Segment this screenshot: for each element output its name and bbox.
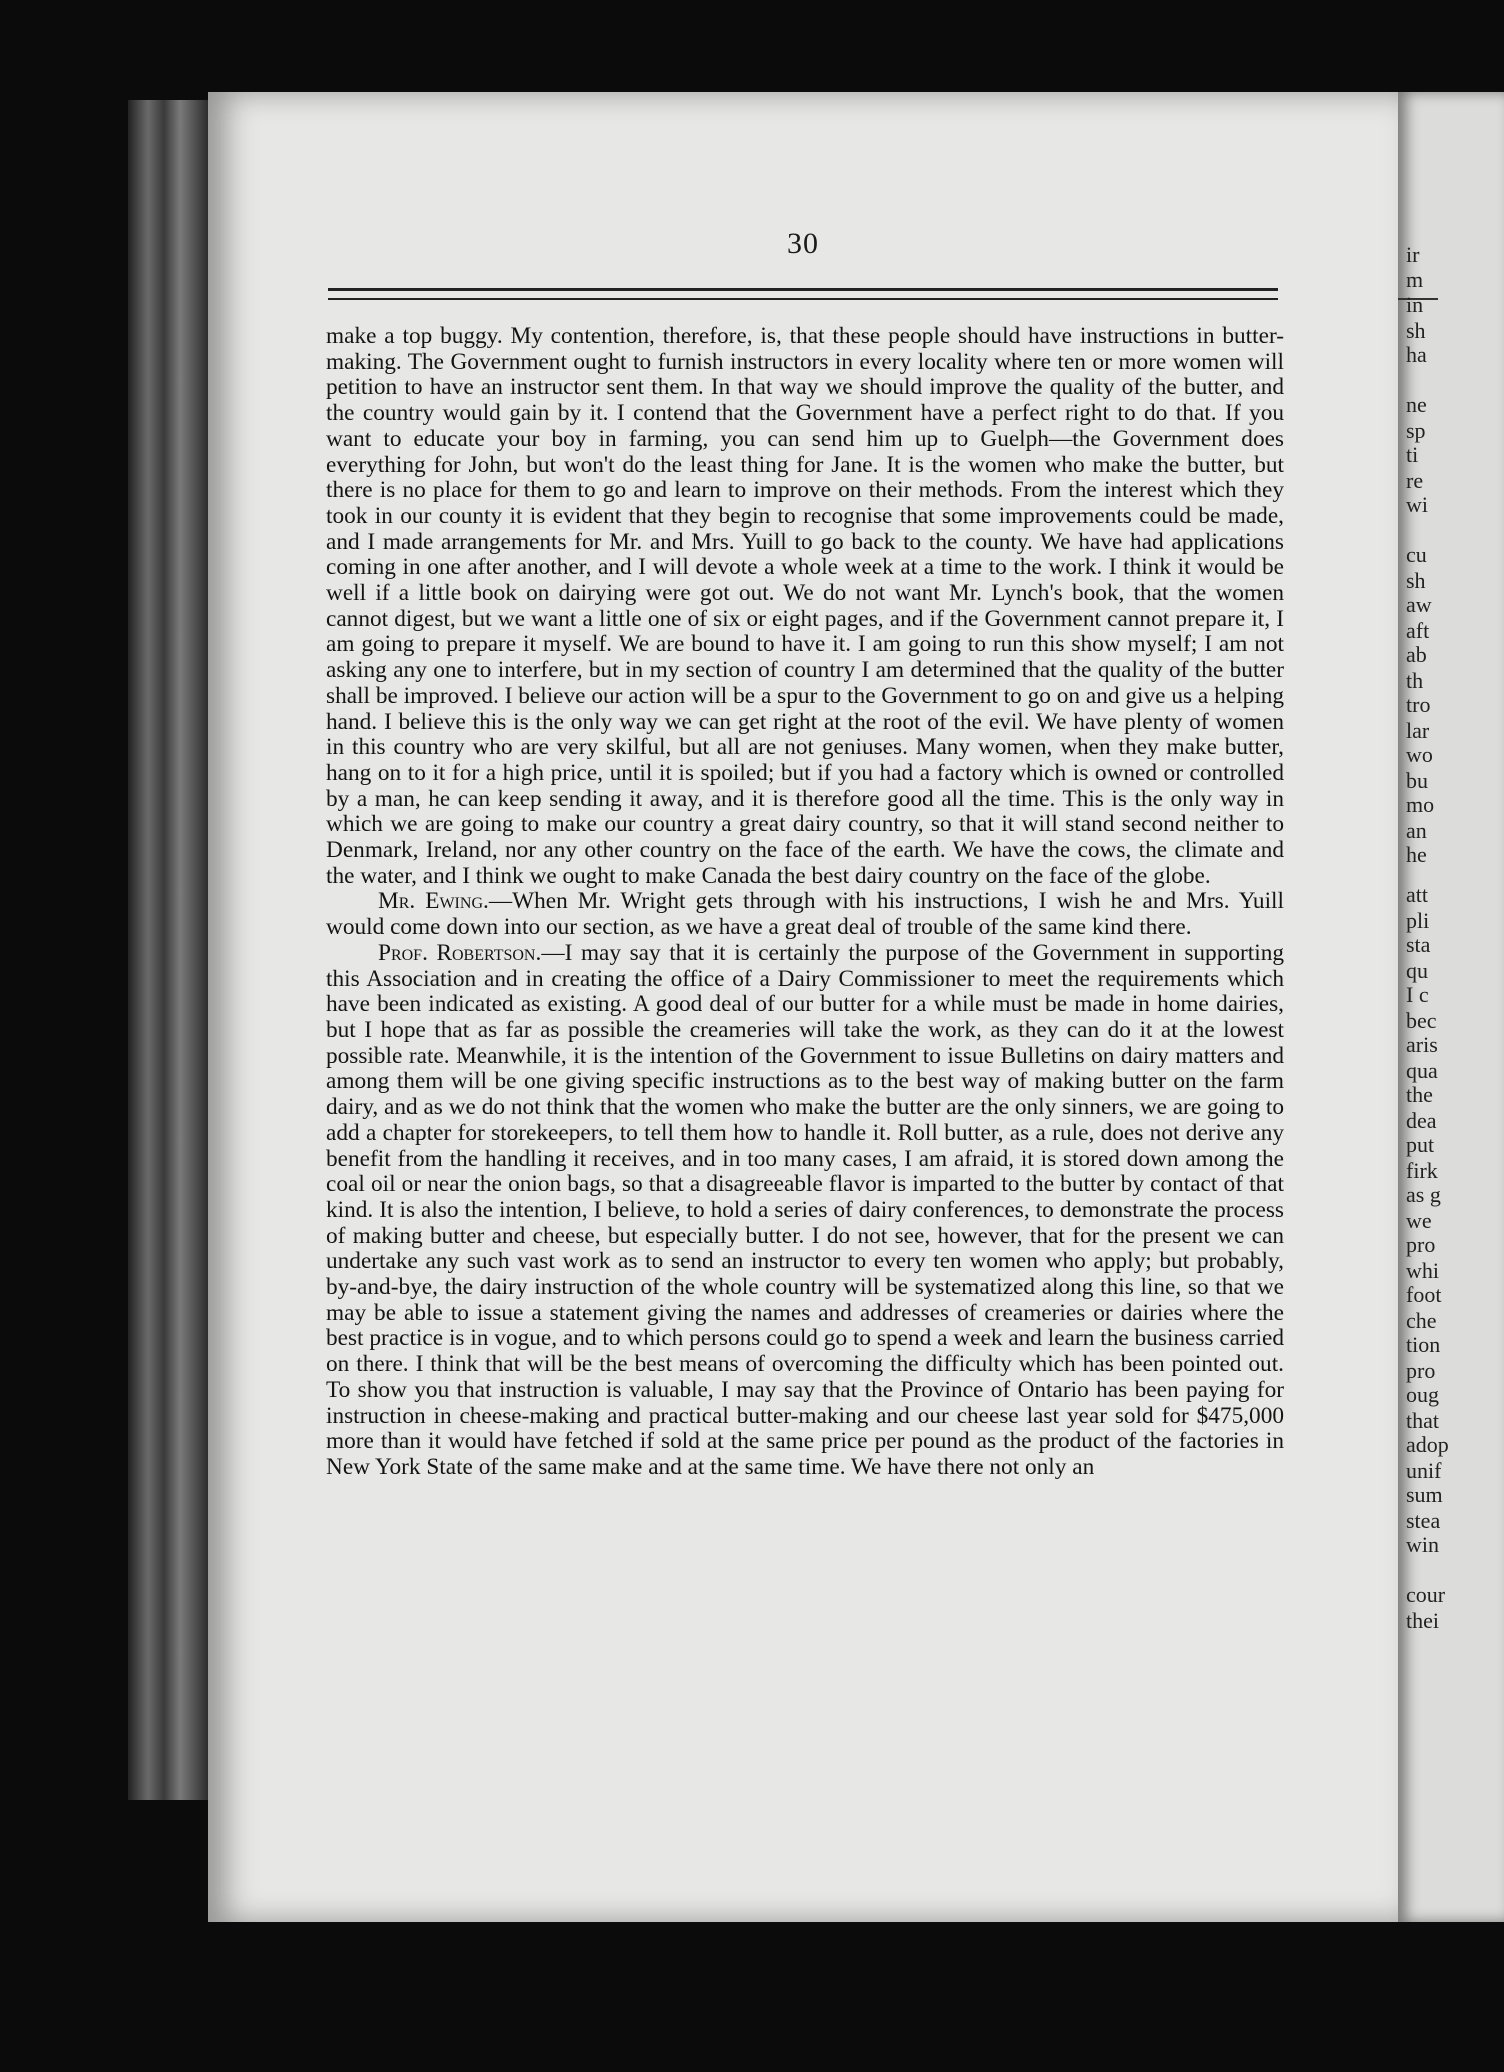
- paragraph: [326, 889, 1284, 940]
- facing-page-fragment: ti: [1406, 442, 1419, 467]
- facing-page-fragment: put: [1406, 1132, 1435, 1157]
- facing-page-fragment: an: [1406, 818, 1427, 843]
- header-rule: [328, 288, 1278, 291]
- facing-page-fragment: the: [1406, 1082, 1433, 1107]
- page-number: 30: [787, 227, 819, 260]
- speaker-name: Prof. Robertson.: [378, 939, 542, 966]
- facing-page-fragment: oug: [1406, 1382, 1439, 1407]
- facing-page-fragment: as g: [1406, 1182, 1441, 1207]
- facing-page-fragment: wi: [1406, 492, 1428, 517]
- facing-page-fragment: sta: [1406, 932, 1431, 957]
- facing-page-fragment: sum: [1406, 1482, 1443, 1507]
- paragraph: [326, 324, 1284, 889]
- facing-page-fragment: ne: [1406, 392, 1427, 417]
- facing-page-fragment: win: [1406, 1532, 1439, 1557]
- facing-page-fragment: ir: [1406, 242, 1420, 267]
- facing-page-fragment: qu: [1406, 958, 1428, 983]
- facing-page-fragment: sp: [1406, 418, 1426, 443]
- facing-page-fragment: att: [1406, 882, 1428, 907]
- facing-page-fragment: thei: [1406, 1608, 1439, 1633]
- facing-page-fragment: m: [1406, 267, 1424, 292]
- facing-page-fragment: dea: [1406, 1108, 1437, 1133]
- facing-page-fragment: that: [1406, 1408, 1439, 1433]
- facing-page-fragment: foot: [1406, 1282, 1442, 1307]
- facing-page-fragment: aris: [1406, 1032, 1438, 1057]
- facing-page-fragment: pro: [1406, 1232, 1436, 1257]
- facing-page-fragment: th: [1406, 668, 1424, 693]
- paragraph-text: make a top buggy. My contention, therefore, is, that these people should have instructions in butter-making. The Government ought to furnish instructors in every locality where ten or more women will petition to have an instructor sent them. In that way we should improve the quality of the butter, and the country would gain by it. I contend that the Government have a perfect right to do that. If you want to educate your boy in farming, you can send him up to Guelph—the Government does everything for John, but won't do the least thing for Jane. It is the women who make the butter, but there is no place for them to go and learn to improve on their methods. From the interest which they took in our county it is evident that they begin to recognise that some improvements could be made, and I made arrangements for Mr. and Mrs. Yuill to go back to the county. We have had applications coming in one after another, and I will devote a whole week at a time to the work. I think it would be well if a little book on dairying were got out. We do not want Mr. Lynch's book, that the women cannot digest, but we want a little one of six or eight pages, and if the Government cannot prepare it, I am going to prepare it myself. We are bound to have it. I am going to run this show myself; I am not asking any one to interfere, but in my section of country I am determined that the quality of the butter shall be improved. I believe our action will be a spur to the Government to go on and give us a helping hand. I believe this is the only way we can get right at the root of the evil. We have plenty of women in this country who are very skilful, but all are not geniuses. Many women, when they make butter, hang on to it for a high price, until it is spoiled; but if you had a factory which is owned or controlled by a man, he can keep sending it away, and it is therefore good all the time. This is the only way in which we are going to make our country a great dairy country, so that it will stand second neither to Denmark, Ireland, nor any other country on the face of the earth. We have the cows, the climate and the water, and I think we ought to make Canada the best dairy country on the face of the globe.: [326, 323, 1284, 889]
- facing-page-fragment: firk: [1406, 1158, 1438, 1183]
- paragraph-text: —When Mr. Wright gets through with his instructions, I wish he and Mrs. Yuill would come down into our section, as we have a great deal of trouble of the same kind there.: [326, 888, 1284, 941]
- paragraph-text: —I may say that it is certainly the purpose of the Government in supporting this Association and in creating the office of a Dairy Commissioner to meet the requirements which have been indicated as existing. A good deal of our butter for a while must be made in home dairies, but I hope that as far as possible the creameries will take the work, as they can do it at the lowest possible rate. Meanwhile, it is the intention of the Government to issue Bulletins on dairy matters and among them will be one giving specific instructions as to the best way of making butter on the farm dairy, and as we do not think that the women who make the butter are the only sinners, we are going to add a chapter for storekeepers, to tell them how to handle it. Roll butter, as a rule, does not derive any benefit from the handling it receives, and in too many cases, I am afraid, it is stored down among the coal oil or near the onion bags, so that a disagreeable flavor is imparted to the butter by contact of that kind. It is also the intention, I believe, to hold a series of dairy conferences, to demonstrate the process of making butter and cheese, but especially butter. I do not see, however, that for the present we can undertake any such vast work as to send an instructor to every ten women who apply; but probably, by-and-bye, the dairy instruction of the whole country will be systematized along this line, so that we may be able to issue a statement giving the names and addresses of creameries or dairies where the best practice is in vogue, and to which persons could go to spend a week and learn the business carried on there. I think that will be the best means of overcoming the difficulty which has been pointed out. To show you that instruction is valuable, I may say that the Province of Ontario has been paying for instruction in cheese-making and practical butter-making and our cheese last year sold for $475,000 more than it would have fetched if sold at the same price per pound as the product of the factories in New York State of the same make and at the same time. We have there not only an: [326, 939, 1284, 1480]
- facing-page-fragment: he: [1406, 842, 1427, 867]
- facing-page-fragment: sh: [1406, 318, 1426, 343]
- facing-page-fragment: tro: [1406, 692, 1431, 717]
- body-text: [326, 324, 1284, 1481]
- facing-page-fragment: lar: [1406, 718, 1430, 743]
- facing-page-fragment: tion: [1406, 1332, 1441, 1357]
- facing-page-fragment: ha: [1406, 342, 1427, 367]
- facing-page-fragment: aft: [1406, 618, 1430, 643]
- facing-page-fragment: re: [1406, 468, 1424, 493]
- facing-page-fragment: pli: [1406, 908, 1430, 933]
- facing-page-fragment: wo: [1406, 742, 1433, 767]
- scanned-page: [208, 92, 1398, 1922]
- facing-page-fragment: bec: [1406, 1008, 1437, 1033]
- facing-page: [1398, 92, 1504, 1922]
- facing-page-fragment: ab: [1406, 642, 1427, 667]
- facing-page-fragment: we: [1406, 1208, 1432, 1233]
- facing-page-fragment: pro: [1406, 1358, 1436, 1383]
- paragraph: [326, 941, 1284, 1481]
- facing-page-fragment: stea: [1406, 1508, 1441, 1533]
- facing-page-fragment: in: [1406, 292, 1424, 317]
- facing-page-fragment: unif: [1406, 1458, 1442, 1483]
- facing-page-fragment: adop: [1406, 1432, 1449, 1457]
- facing-page-fragment: cu: [1406, 542, 1427, 567]
- facing-page-fragment: cour: [1406, 1582, 1446, 1607]
- facing-page-fragment: sh: [1406, 568, 1426, 593]
- header-rule-thin: [328, 298, 1278, 300]
- book-spine: [128, 100, 208, 1800]
- facing-page-fragment: aw: [1406, 592, 1432, 617]
- facing-page-fragment: mo: [1406, 792, 1435, 817]
- facing-page-fragment: whi: [1406, 1258, 1439, 1283]
- facing-page-fragment: bu: [1406, 768, 1428, 793]
- facing-page-fragment: qua: [1406, 1058, 1438, 1083]
- facing-page-fragment: che: [1406, 1308, 1437, 1333]
- facing-page-fragment: I c: [1406, 982, 1429, 1007]
- speaker-name: Mr. Ewing.: [378, 888, 489, 915]
